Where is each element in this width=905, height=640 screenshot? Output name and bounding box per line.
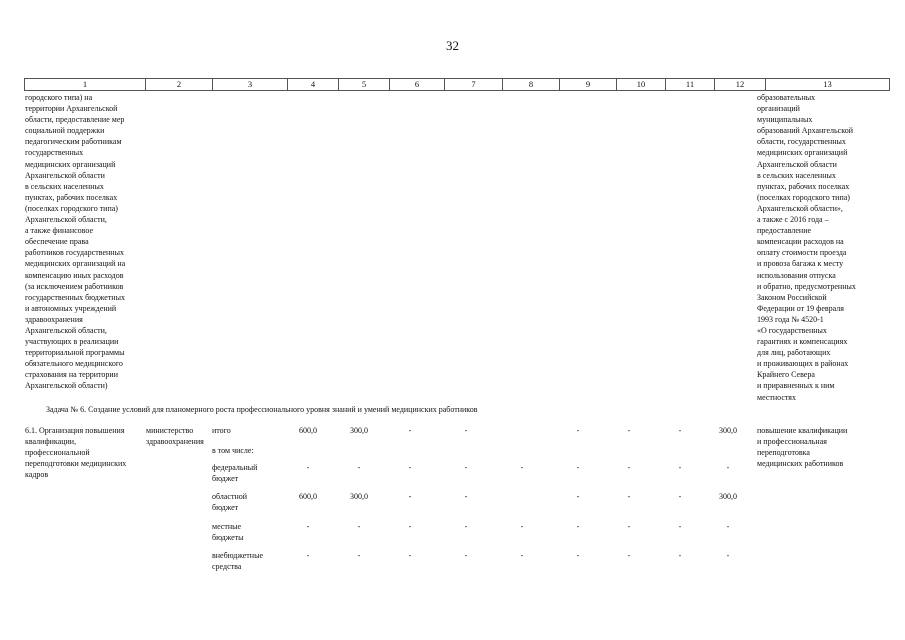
funding-value: - <box>408 492 412 501</box>
page-number: 32 <box>446 38 459 53</box>
funding-value: - <box>627 463 631 472</box>
funding-source: областной бюджет <box>212 492 248 513</box>
funding-value: - <box>678 551 682 560</box>
expected-result: повышение квалификации и профессиональная переподготовка медицинских работников <box>757 426 848 469</box>
funding-value: - <box>627 426 631 435</box>
funding-value: - <box>678 522 682 531</box>
funding-value: - <box>627 522 631 531</box>
funding-value: - <box>408 522 412 531</box>
funding-value: - <box>357 551 361 560</box>
funding-value: - <box>464 426 468 435</box>
funding-value: - <box>576 551 580 560</box>
funding-value: - <box>678 426 682 435</box>
funding-value: - <box>726 463 730 472</box>
col-header: 11 <box>666 79 715 91</box>
funding-value: - <box>520 463 524 472</box>
funding-source: итого <box>212 426 231 435</box>
funding-value: - <box>576 463 580 472</box>
funding-value: - <box>726 522 730 531</box>
funding-source: внебюджетные средства <box>212 551 263 572</box>
measure-name: 6.1. Организация повышения квалификации, профессиональной переподготовки медицинских кадров <box>25 426 127 480</box>
funding-value: - <box>576 522 580 531</box>
funding-value: - <box>520 522 524 531</box>
funding-value: - <box>408 426 412 435</box>
in-that-number-label: в том числе: <box>212 446 254 455</box>
col-header: 3 <box>213 79 288 91</box>
result-description-continued: образовательных организаций муниципальных образований Архангельской области, государственных медицинских организаций Архангельской области в сельских населенных пунктах, рабочих поселках (поселках городского типа) Архангельской области», а также с 2016 года – предоставление компенсации расходов на оплату стоимости проезда и провоза багажа к месту использования отпуска и обратно, предусмотренных Законом Российской Федерации от 19 февраля 1993 года № 4520-1 «О государственных гарантиях и компенсациях для лиц, работающих и проживающих в районах Крайнего Севера и приравненных к ним местностях <box>757 93 856 402</box>
funding-value: - <box>306 522 310 531</box>
funding-value: - <box>357 522 361 531</box>
funding-value: - <box>357 463 361 472</box>
col-header: 8 <box>503 79 560 91</box>
funding-value: 300,0 <box>350 492 368 501</box>
executor: министерство здравоохранения <box>146 426 204 447</box>
col-header: 7 <box>445 79 503 91</box>
col-header: 6 <box>390 79 445 91</box>
funding-value: - <box>464 463 468 472</box>
funding-value: 300,0 <box>350 426 368 435</box>
funding-source: федеральный бюджет <box>212 463 258 484</box>
funding-value: 600,0 <box>299 426 317 435</box>
col-header: 5 <box>339 79 390 91</box>
task-heading: Задача № 6. Создание условий для планомерного роста профессионального уровня знаний и умений медицинских работников <box>46 405 478 414</box>
col-header: 9 <box>560 79 617 91</box>
col-header: 12 <box>715 79 766 91</box>
funding-value: - <box>306 551 310 560</box>
funding-source: местные бюджеты <box>212 522 244 543</box>
funding-value: - <box>678 492 682 501</box>
funding-value: - <box>726 551 730 560</box>
funding-value: - <box>678 463 682 472</box>
funding-value: - <box>627 551 631 560</box>
funding-value: - <box>464 551 468 560</box>
col-header: 4 <box>288 79 339 91</box>
funding-value: 300,0 <box>719 492 737 501</box>
funding-value: - <box>576 426 580 435</box>
col-header: 13 <box>766 79 890 91</box>
column-header-row <box>24 78 890 91</box>
col-header: 2 <box>146 79 213 91</box>
funding-value: - <box>520 551 524 560</box>
funding-value: - <box>464 492 468 501</box>
col-header: 1 <box>25 79 146 91</box>
funding-value: - <box>464 522 468 531</box>
funding-value: - <box>306 463 310 472</box>
col-header: 10 <box>617 79 666 91</box>
funding-value: 600,0 <box>299 492 317 501</box>
funding-value: - <box>408 463 412 472</box>
funding-value: - <box>576 492 580 501</box>
measure-description-continued: городского типа) на территории Архангельской области, предоставление мер социальной поддержки педагогическим работникам государственных медицинских организаций Архангельской области в сельских населенных пунктах, рабочих поселках (поселках городского типа) Архангельской области, а также финансовое обеспечение права работников государственных медицинских организаций на компенсацию иных расходов (за исключением работников государственных бюджетных и автономных учреждений здравоохранения Архангельской области, участвующих в реализации территориальной программы обязательного медицинского страхования на территории Архангельской области) <box>25 93 126 391</box>
funding-value: - <box>408 551 412 560</box>
funding-value: 300,0 <box>719 426 737 435</box>
funding-value: - <box>627 492 631 501</box>
